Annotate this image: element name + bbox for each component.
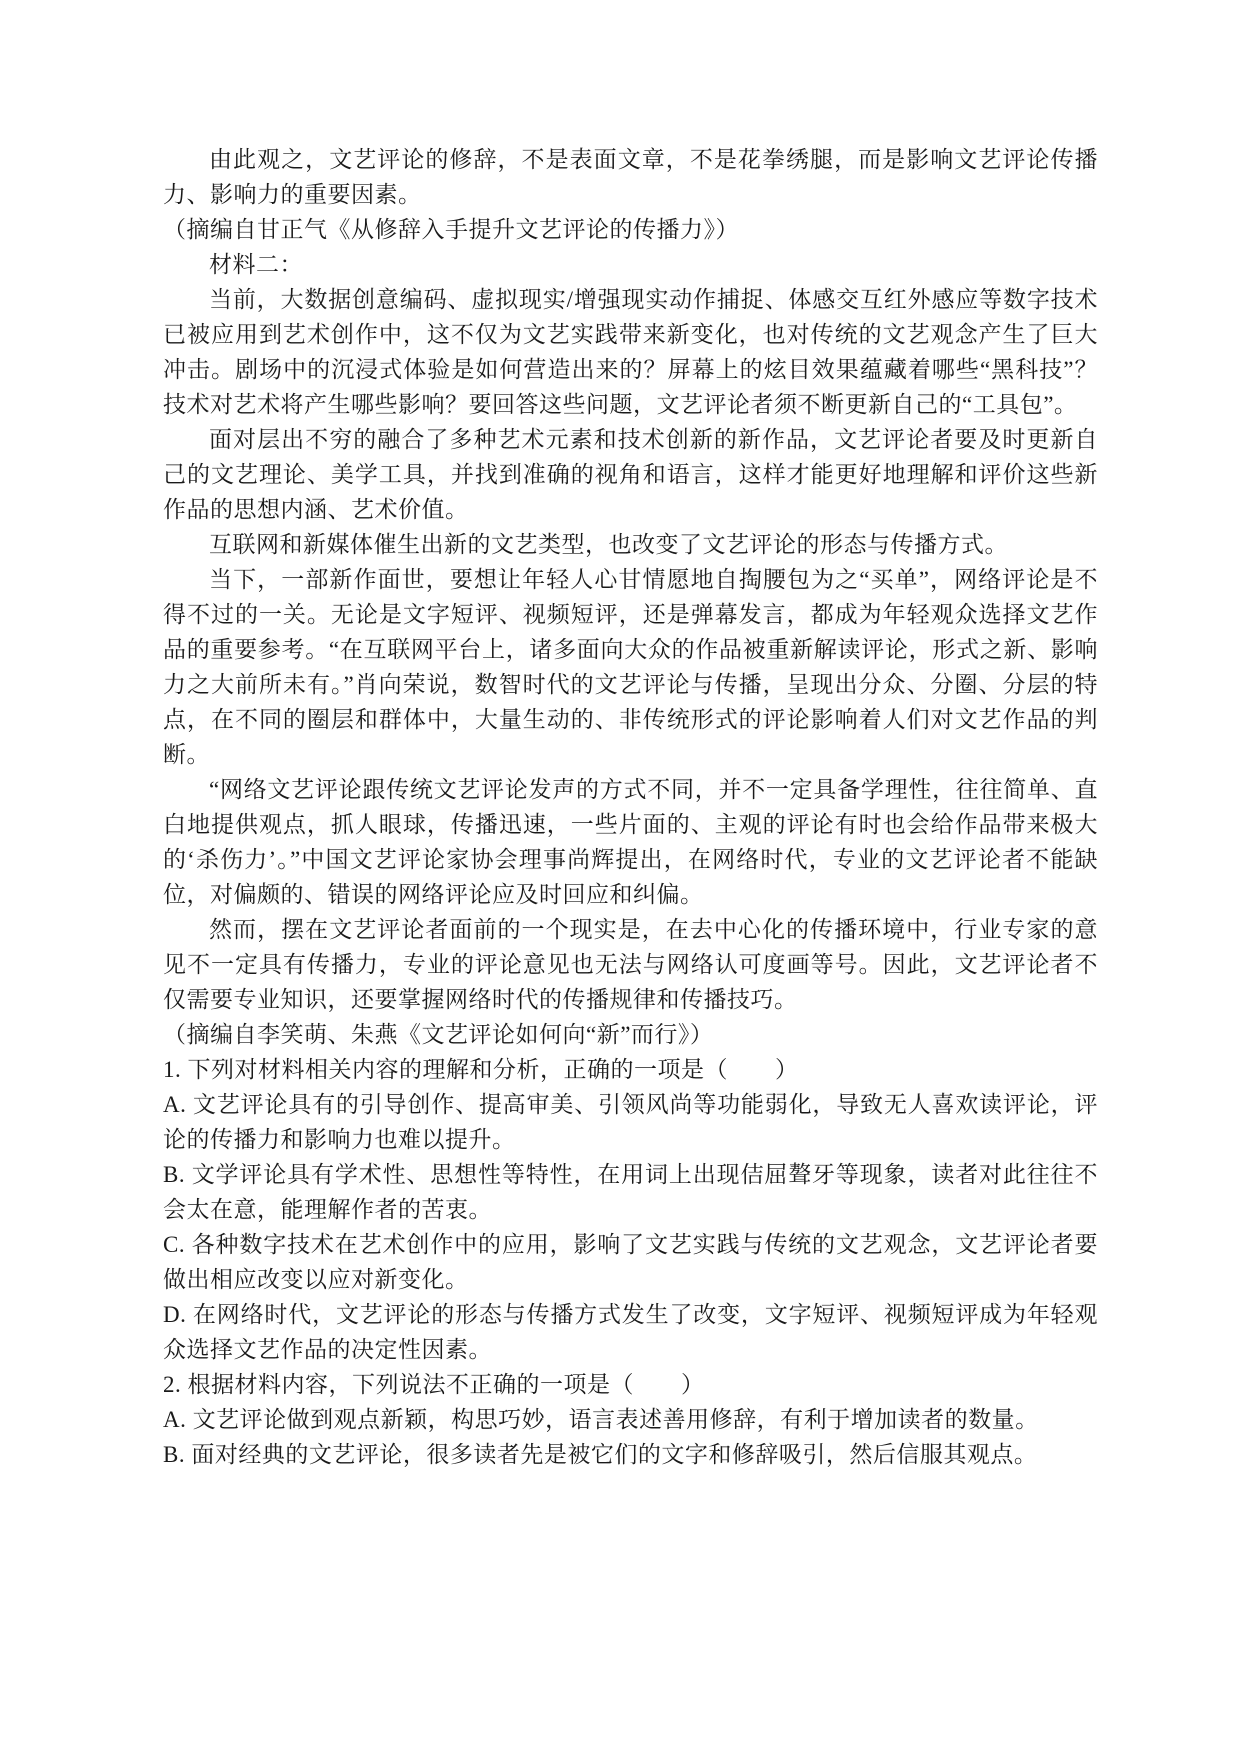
question-1-option-b: B. 文学评论具有学术性、思想性等特性，在用词上出现佶屈聱牙等现象，读者对此往往不会太在意，能理解作者的苦衷。	[163, 1162, 1098, 1222]
material-2-paragraph-4: 当下，一部新作面世，要想让年轻人心甘情愿地自掏腰包为之“买单”，网络评论是不得不过的一关。无论是文字短评、视频短评，还是弹幕发言，都成为年轻观众选择文艺作品的重要参考。“在互联网平台上，诸多面向大众的作品被重新解读评论，形式之新、影响力之大前所未有。”肖向荣说，数智时代的文艺评论与传播，呈现出分众、分圈、分层的特点，在不同的圈层和群体中，大量生动的、非传统形式的评论影响着人们对文艺作品的判断。	[163, 567, 1098, 767]
question-1-stem: 1. 下列对材料相关内容的理解和分析，正确的一项是（ ）	[163, 1057, 799, 1082]
question-2-option-b: B. 面对经典的文艺评论，很多读者先是被它们的文字和修辞吸引，然后信服其观点。	[163, 1442, 1038, 1467]
material-2-citation: （摘编自李笑萌、朱燕《文艺评论如何向“新”而行》）	[163, 1022, 714, 1047]
question-1-option-c: C. 各种数字技术在艺术创作中的应用，影响了文艺实践与传统的文艺观念，文艺评论者要做出相应改变以应对新变化。	[163, 1232, 1098, 1292]
material-2-paragraph-6: 然而，摆在文艺评论者面前的一个现实是，在去中心化的传播环境中，行业专家的意见不一定具有传播力，专业的评论意见也无法与网络认可度画等号。因此，文艺评论者不仅需要专业知识，还要掌握网络时代的传播规律和传播技巧。	[163, 917, 1098, 1012]
question-2-option-a: A. 文艺评论做到观点新颖，构思巧妙，语言表述善用修辞，有利于增加读者的数量。	[163, 1407, 1039, 1432]
material-2-heading: 材料二：	[209, 252, 303, 277]
material-1-closing-paragraph: 由此观之，文艺评论的修辞，不是表面文章，不是花拳绣腿，而是影响文艺评论传播力、影响力的重要因素。	[163, 147, 1098, 207]
question-1-option-d: D. 在网络时代，文艺评论的形态与传播方式发生了改变，文字短评、视频短评成为年轻观众选择文艺作品的决定性因素。	[163, 1302, 1098, 1362]
question-2-stem: 2. 根据材料内容，下列说法不正确的一项是（ ）	[163, 1372, 705, 1397]
material-2-paragraph-1: 当前，大数据创意编码、虚拟现实/增强现实动作捕捉、体感交互红外感应等数字技术已被应用到艺术创作中，这不仅为文艺实践带来新变化，也对传统的文艺观念产生了巨大冲击。剧场中的沉浸式体验是如何营造出来的？屏幕上的炫目效果蕴藏着哪些“黑科技”？技术对艺术将产生哪些影响？要回答这些问题，文艺评论者须不断更新自己的“工具包”。	[163, 287, 1098, 417]
question-1-option-a: A. 文艺评论具有的引导创作、提高审美、引领风尚等功能弱化，导致无人喜欢读评论，评论的传播力和影响力也难以提升。	[163, 1092, 1098, 1152]
material-2-paragraph-2: 面对层出不穷的融合了多种艺术元素和技术创新的新作品，文艺评论者要及时更新自己的文艺理论、美学工具，并找到准确的视角和语言，这样才能更好地理解和评价这些新作品的思想内涵、艺术价值。	[163, 427, 1098, 522]
material-2-paragraph-5: “网络文艺评论跟传统文艺评论发声的方式不同，并不一定具备学理性，往往简单、直白地提供观点，抓人眼球，传播迅速，一些片面的、主观的评论有时也会给作品带来极大的‘杀伤力’。”中国文艺评论家协会理事尚辉提出，在网络时代，专业的文艺评论者不能缺位，对偏颇的、错误的网络评论应及时回应和纠偏。	[163, 777, 1098, 907]
material-1-citation: （摘编自甘正气《从修辞入手提升文艺评论的传播力》）	[163, 217, 739, 242]
material-2-paragraph-3: 互联网和新媒体催生出新的文艺类型，也改变了文艺评论的形态与传播方式。	[209, 532, 1008, 557]
